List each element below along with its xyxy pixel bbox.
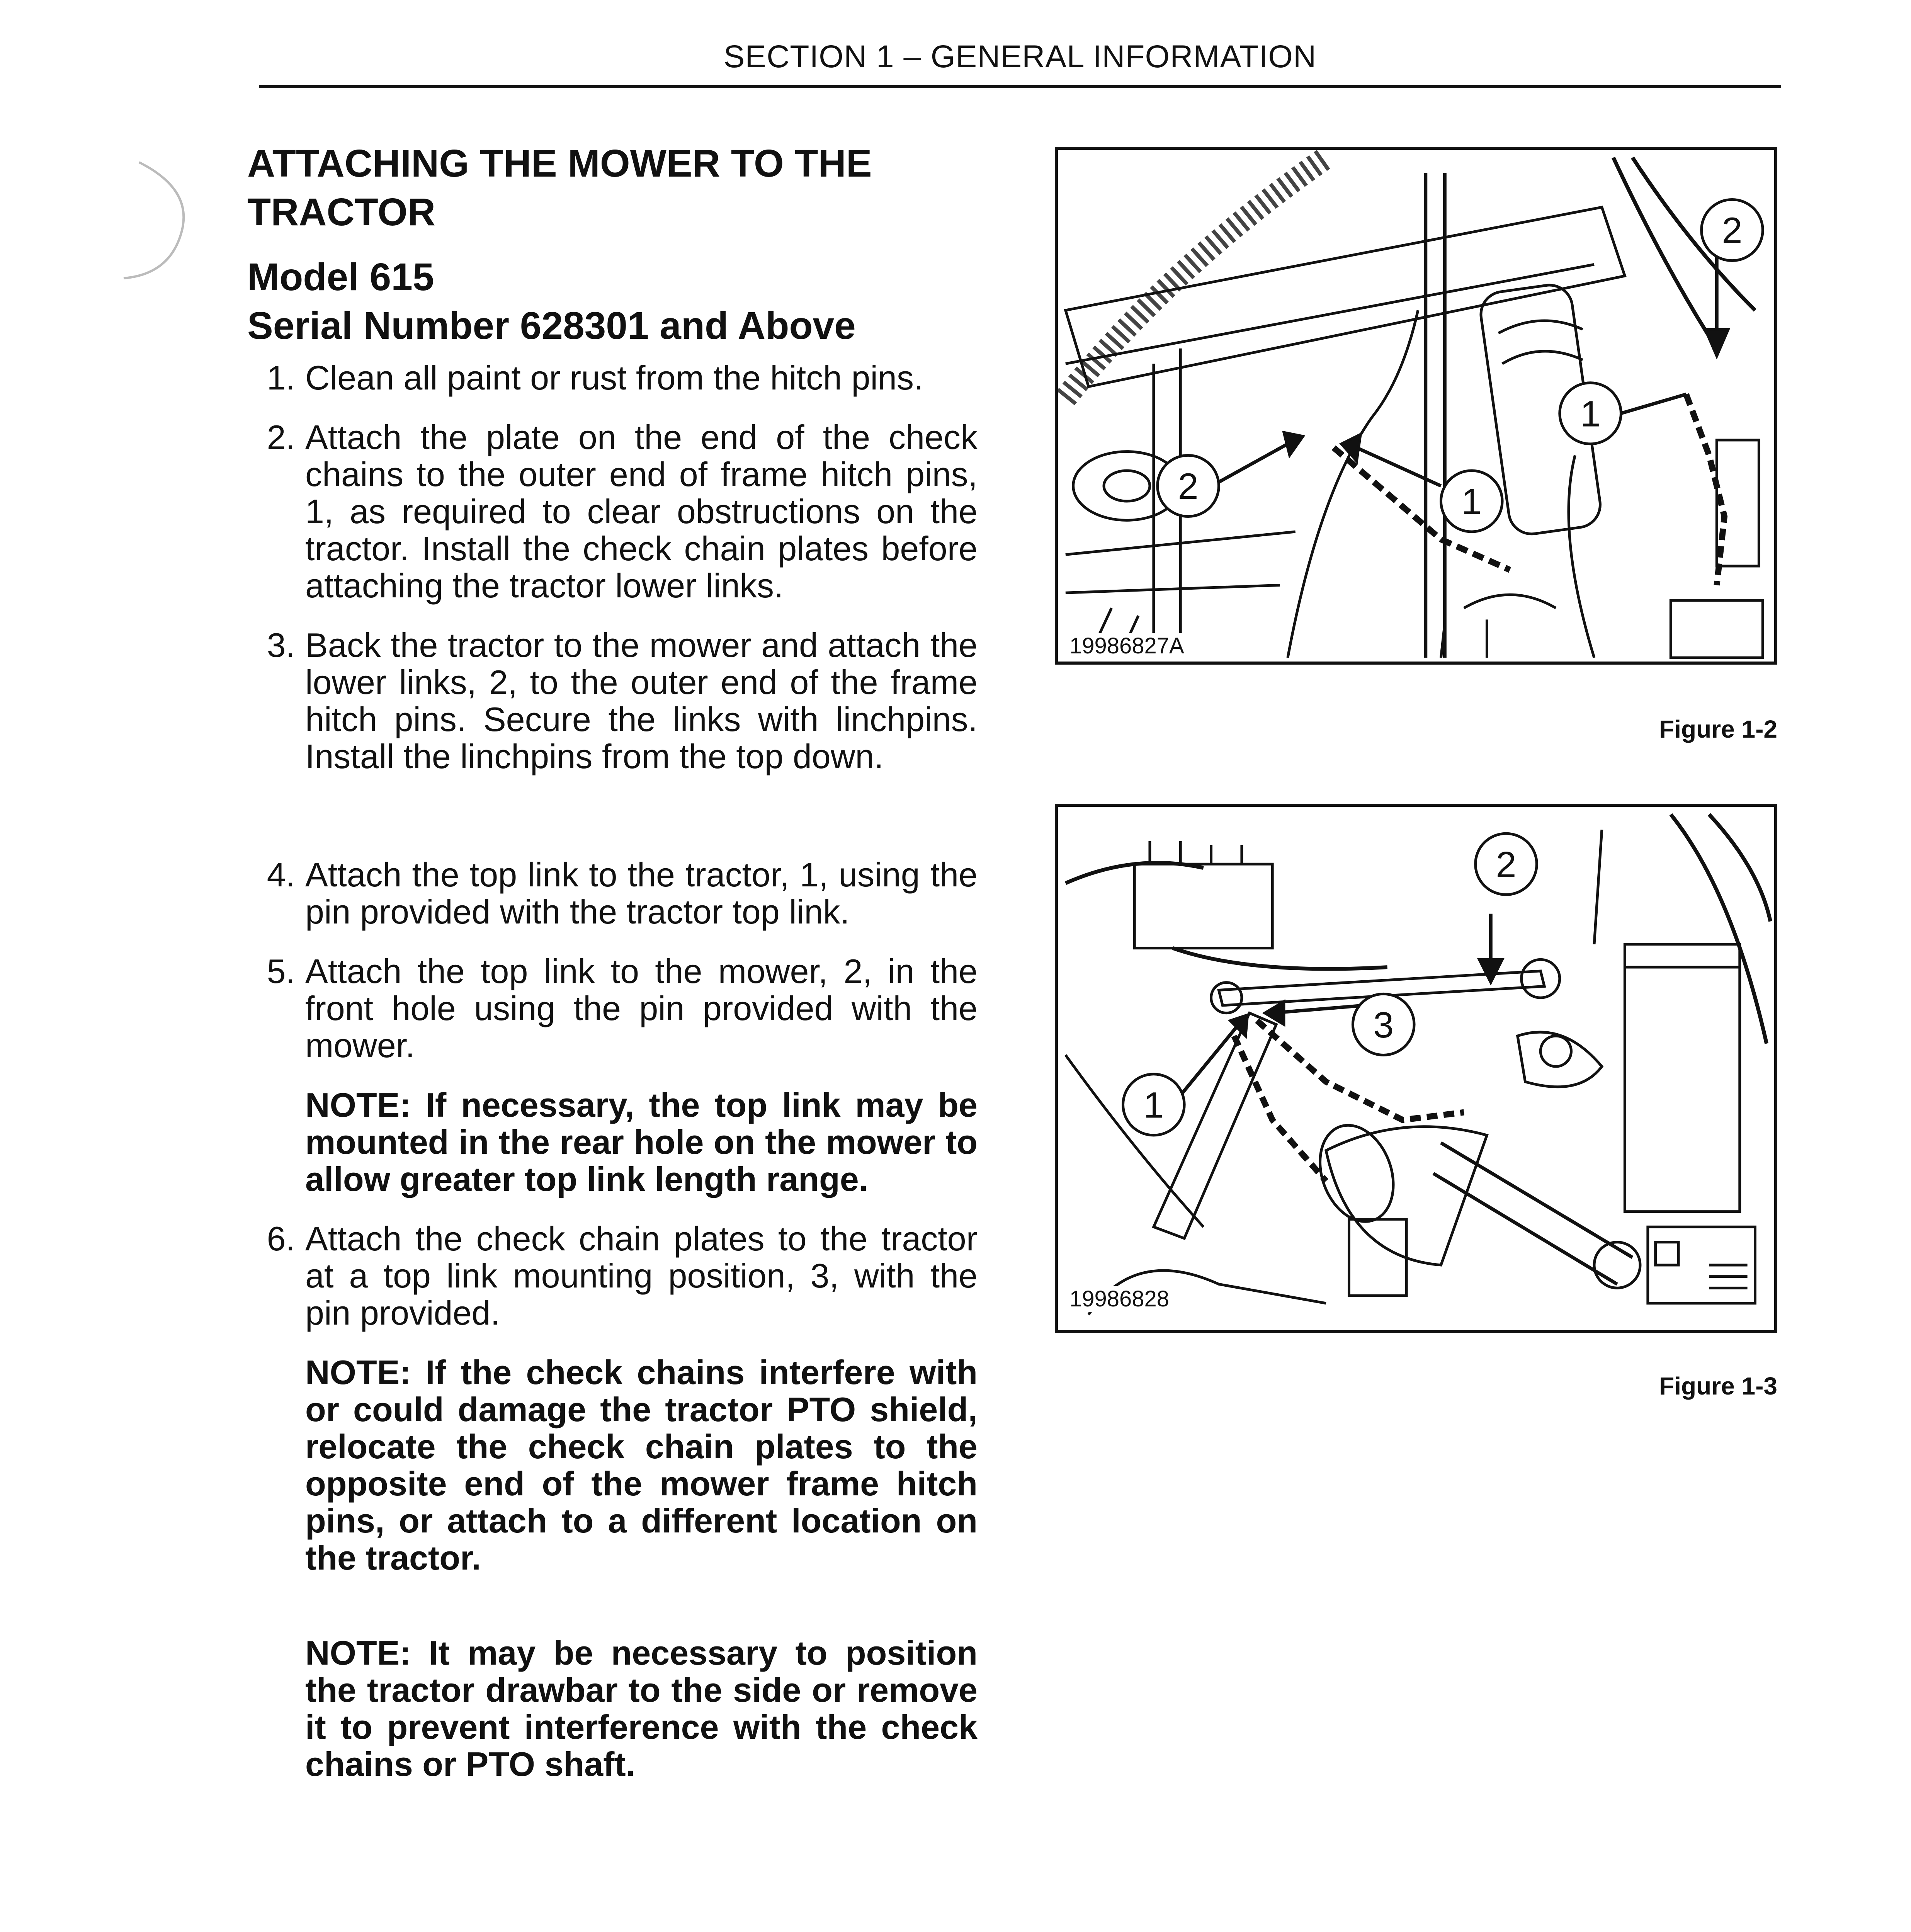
figure-1-3-illustration bbox=[1058, 807, 1774, 1330]
step-list bbox=[247, 359, 978, 1064]
section-header: SECTION 1 – GENERAL INFORMATION bbox=[723, 39, 1317, 74]
step-text: Attach the check chain plates to the tractor at a top link mounting position, 3, with the pin provided. bbox=[305, 1219, 978, 1332]
heading-line: ATTACHING THE MOWER TO THE bbox=[247, 142, 872, 185]
serial-label: Serial Number 628301 and Above bbox=[247, 304, 856, 347]
figure-caption: Figure 1-2 bbox=[1659, 715, 1777, 743]
note-text: NOTE: It may be necessary to position the tractor drawbar to the side or remove it to prevent interference with the check chains or PTO shaft. bbox=[305, 1634, 978, 1783]
figure-1-3 bbox=[1055, 804, 1777, 1333]
step-text: Attach the plate on the end of the check chains to the outer end of frame hitch pins, 1, as required to clear obstructions on the tractor. Install the check chain plates before attaching the tractor lower links. bbox=[305, 418, 978, 605]
step-text: Back the tractor to the mower and attach the lower links, 2, to the outer end of the frame hitch pins. Secure the links with linchpins. Install the linchpins from the top down. bbox=[305, 626, 978, 776]
step-item bbox=[247, 359, 978, 396]
figure-id: 19986828 bbox=[1066, 1286, 1173, 1312]
figure-caption: Figure 1-3 bbox=[1659, 1372, 1777, 1400]
step-text: Clean all paint or rust from the hitch pins. bbox=[305, 359, 923, 397]
note-text: NOTE: If the check chains interfere with or could damage the tractor PTO shield, relocate the check chain plates to the opposite end of the mower frame hitch pins, or attach to a different location on the tractor. bbox=[305, 1353, 978, 1577]
callout-label: 2 bbox=[1722, 210, 1743, 252]
step-item bbox=[247, 953, 978, 1064]
step-number: 2. bbox=[267, 418, 295, 456]
callout-label: 1 bbox=[1580, 393, 1601, 435]
step-number: 6. bbox=[267, 1219, 295, 1258]
callout-label: 3 bbox=[1373, 1005, 1394, 1046]
callout-label: 2 bbox=[1178, 466, 1199, 507]
step-item bbox=[247, 419, 978, 604]
step-text: Attach the top link to the tractor, 1, using the pin provided with the tractor top link. bbox=[305, 855, 978, 931]
step-item bbox=[247, 856, 978, 930]
heading-line: TRACTOR bbox=[247, 190, 436, 234]
model-label: Model 615 bbox=[247, 255, 434, 299]
callout-label: 2 bbox=[1496, 844, 1517, 885]
page-heading bbox=[247, 139, 978, 236]
step-number: 1. bbox=[267, 359, 295, 397]
step-number: 5. bbox=[267, 952, 295, 990]
header-divider bbox=[259, 85, 1781, 88]
figure-1-2-illustration bbox=[1058, 150, 1774, 662]
step-item bbox=[247, 1220, 978, 1332]
model-heading bbox=[247, 253, 978, 350]
note-text: NOTE: If necessary, the top link may be mounted in the rear hole on the mower to allow greater top link length range. bbox=[305, 1086, 978, 1198]
callout-label: 1 bbox=[1143, 1085, 1164, 1126]
step-list bbox=[247, 1220, 978, 1332]
figure-id: 19986827A bbox=[1066, 633, 1188, 659]
step-number: 3. bbox=[267, 626, 295, 664]
step-number: 4. bbox=[267, 855, 295, 894]
figure-1-2 bbox=[1055, 147, 1777, 665]
binding-hole-mark bbox=[116, 155, 201, 294]
step-item bbox=[247, 627, 978, 775]
instructions-column bbox=[247, 139, 978, 1783]
callout-label: 1 bbox=[1461, 481, 1482, 522]
step-text: Attach the top link to the mower, 2, in the front hole using the pin provided with the mower. bbox=[305, 952, 978, 1065]
